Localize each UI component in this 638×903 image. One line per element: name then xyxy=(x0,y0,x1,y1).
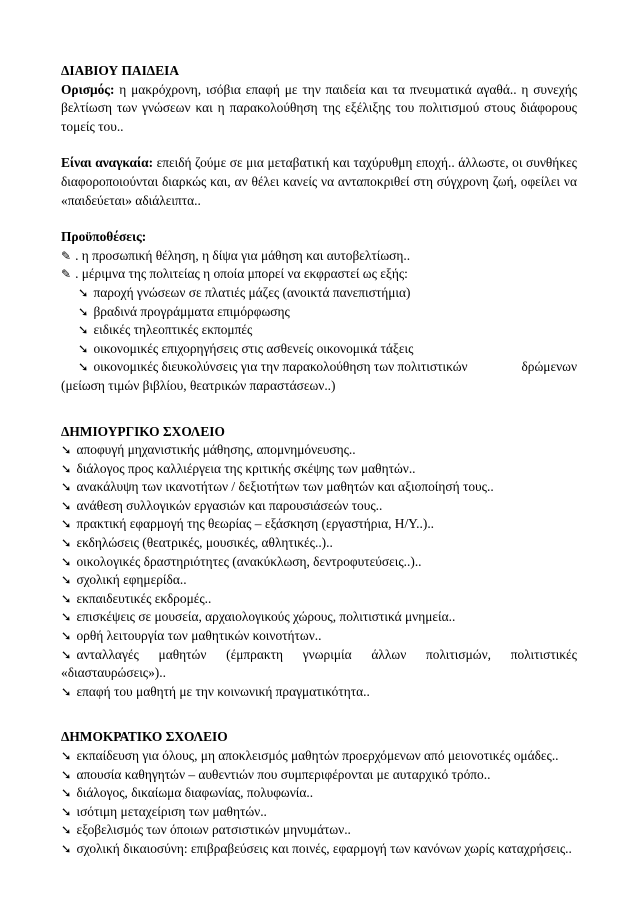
list-item xyxy=(61,803,577,822)
arrow-bullet-icon: ➘ xyxy=(78,304,89,319)
list-item xyxy=(61,646,577,683)
state-item-text: οικονομικές διευκολύνσεις για την παρακολούθηση των πολιτιστικών xyxy=(93,359,468,375)
list-item-text: εκπαίδευση για όλους, μη αποκλεισμός μαθητών προερχόμενων από μειονοτικές ομάδες.. xyxy=(76,748,559,763)
arrow-bullet-icon: ➘ xyxy=(61,554,72,569)
section-title-diaviou: ΔΙΑΒΙΟΥ ΠΑΙΔΕΙΑ xyxy=(61,63,180,78)
state-item-text-end: δρώμενων xyxy=(521,359,577,375)
arrow-bullet-icon: ➘ xyxy=(61,647,72,662)
arrow-bullet-icon: ➘ xyxy=(78,323,89,338)
arrow-bullet-icon: ➘ xyxy=(61,443,72,458)
arrow-bullet-icon: ➘ xyxy=(61,480,72,495)
arrow-bullet-icon: ➘ xyxy=(61,804,72,819)
list-item-text: ανάθεση συλλογικών εργασιών και παρουσιάσεών τους.. xyxy=(76,497,383,513)
arrow-bullet-icon: ➘ xyxy=(61,767,72,782)
list-item xyxy=(61,534,577,553)
arrow-bullet-icon: ➘ xyxy=(61,498,72,513)
list-item xyxy=(61,553,577,572)
arrow-bullet-icon: ➘ xyxy=(61,536,72,551)
list-item-text: πρακτική εφαρμογή της θεωρίας – εξάσκηση (εργαστήρια, Η/Υ..).. xyxy=(76,516,435,532)
state-item-continuation: (μείωση τιμών βιβλίου, θεατρικών παραστάσεων..) xyxy=(61,377,336,393)
arrow-bullet-icon: ➘ xyxy=(61,461,72,476)
state-item xyxy=(61,321,577,340)
list-item-text: εκπαιδευτικές εκδρομές.. xyxy=(76,590,212,606)
list-item xyxy=(61,608,577,627)
state-item xyxy=(61,340,577,359)
prereq-item xyxy=(61,265,577,284)
list-item-text: ανταλλαγές μαθητών (έμπρακτη γνωριμία άλλων πολιτισμών, πολιτιστικές «διασταυρώσεις»).. xyxy=(61,646,577,681)
list-item-text: ορθή λειτουργία των μαθητικών κοινοτήτων.. xyxy=(76,628,322,644)
arrow-bullet-icon: ➘ xyxy=(61,517,72,532)
state-item-text: βραδινά προγράμματα επιμόρφωσης xyxy=(93,303,290,319)
arrow-bullet-icon: ➘ xyxy=(61,749,72,763)
list-item-text: επισκέψεις σε μουσεία, αρχαιολογικούς χώρους, πολιτιστικά μνημεία.. xyxy=(76,609,456,625)
list-item xyxy=(61,590,577,609)
pen-bullet-icon: ✎ xyxy=(61,248,72,263)
arrow-bullet-icon: ➘ xyxy=(61,573,72,588)
list-item xyxy=(61,747,577,766)
prerequisites-label: Προϋποθέσεις: xyxy=(61,229,147,245)
list-item-text: επαφή του μαθητή με την κοινωνική πραγματικότητα.. xyxy=(76,683,370,699)
state-item-last xyxy=(61,358,577,377)
list-item-text: εκδηλώσεις (θεατρικές, μουσικές, αθλητικές..).. xyxy=(76,535,333,551)
arrow-bullet-icon: ➘ xyxy=(78,360,89,375)
arrow-bullet-icon: ➘ xyxy=(61,629,72,644)
list-item xyxy=(61,821,577,840)
list-item-text: αποφυγή μηχανιστικής μάθησης, απομνημόνευσης.. xyxy=(76,442,356,458)
necessity-label: Είναι αναγκαία: xyxy=(61,155,154,171)
arrow-bullet-icon: ➘ xyxy=(78,341,89,356)
state-item xyxy=(61,303,577,322)
list-item-text: διάλογος, δικαίωμα διαφωνίας, πολυφωνία.. xyxy=(76,785,314,801)
prereq-item-text: . η προσωπική θέληση, η δίψα για μάθηση και αυτοβελτίωση.. xyxy=(75,247,411,263)
arrow-bullet-icon: ➘ xyxy=(61,786,72,801)
list-item-text: εξοβελισμός των όποιων ρατσιστικών μηνυμάτων.. xyxy=(76,822,351,838)
list-item xyxy=(61,683,577,702)
arrow-bullet-icon: ➘ xyxy=(61,823,72,838)
list-item xyxy=(61,571,577,590)
list-item-text: ισότιμη μεταχείριση των μαθητών.. xyxy=(76,803,267,819)
list-item xyxy=(61,784,577,803)
list-item-text: οικολογικές δραστηριότητες (ανακύκλωση, δεντροφυτεύσεις..).. xyxy=(76,553,422,569)
arrow-bullet-icon: ➘ xyxy=(61,841,72,856)
section-title-dimiourgiko: ΔΗΜΙΟΥΡΓΙΚΟ ΣΧΟΛΕΙΟ xyxy=(61,423,225,439)
list-item-text: διάλογος προς καλλιέργεια της κριτικής σκέψης των μαθητών.. xyxy=(76,460,416,476)
state-item-text: οικονομικές επιχορηγήσεις στις ασθενείς οικονομικά τάξεις xyxy=(93,340,414,356)
pen-bullet-icon: ✎ xyxy=(61,267,72,282)
state-item xyxy=(61,284,577,303)
section-title-dimokratiko: ΔΗΜΟΚΡΑΤΙΚΟ ΣΧΟΛΕΙΟ xyxy=(61,729,228,745)
list-item xyxy=(61,497,577,516)
necessity-paragraph xyxy=(61,154,577,210)
prereq-item-text: . μέριμνα της πολιτείας η οποία μπορεί να εκφραστεί ως εξής: xyxy=(75,266,408,282)
arrow-bullet-icon: ➘ xyxy=(61,591,72,606)
necessity-text: επειδή ζούμε σε μια μεταβατική και ταχύρυθμη εποχή.. άλλωστε, οι συνθήκες διαφοροποιούνται διαρκώς και, αν θέλει κανείς να ανταποκριθεί στη σύγχρονη ζωή, οφείλει να «παιδεύεται» αδιάλειπτα.. xyxy=(61,155,577,208)
list-item-text: σχολική εφημερίδα.. xyxy=(76,572,187,588)
list-item xyxy=(61,766,577,785)
list-item-text: σχολική δικαιοσύνη: επιβραβεύσεις και ποινές, εφαρμογή των κανόνων χωρίς καταχρήσεις.. xyxy=(76,840,572,856)
definition-label: Ορισμός: xyxy=(61,81,115,97)
arrow-bullet-icon: ➘ xyxy=(61,610,72,625)
list-item-text: απουσία καθηγητών – αυθεντιών που συμπεριφέρονται με αυταρχικό τρόπο.. xyxy=(76,766,491,782)
list-item-text: ανακάλυψη των ικανοτήτων / δεξιοτήτων των μαθητών και αξιοποίησή τους.. xyxy=(76,479,494,495)
list-item xyxy=(61,840,577,859)
list-item xyxy=(61,627,577,646)
list-item xyxy=(61,441,577,460)
list-item xyxy=(61,515,577,534)
state-item-text: ειδικές τηλεοπτικές εκπομπές xyxy=(93,322,253,338)
list-item xyxy=(61,460,577,479)
state-item-text: παροχή γνώσεων σε πλατιές μάζες (ανοικτά πανεπιστήμια) xyxy=(93,284,411,300)
definition-paragraph xyxy=(61,81,577,137)
list-item xyxy=(61,478,577,497)
prereq-item xyxy=(61,247,577,266)
arrow-bullet-icon: ➘ xyxy=(78,285,89,300)
definition-text: η μακρόχρονη, ισόβια επαφή με την παιδεία και τα πνευματικά αγαθά.. η συνεχής βελτίωση των γνώσεων και η παρακολούθηση της εξέλιξης του πολιτισμού στους διάφορους τομείς του.. xyxy=(61,81,577,134)
arrow-bullet-icon: ➘ xyxy=(61,684,72,699)
document-page xyxy=(61,62,577,859)
